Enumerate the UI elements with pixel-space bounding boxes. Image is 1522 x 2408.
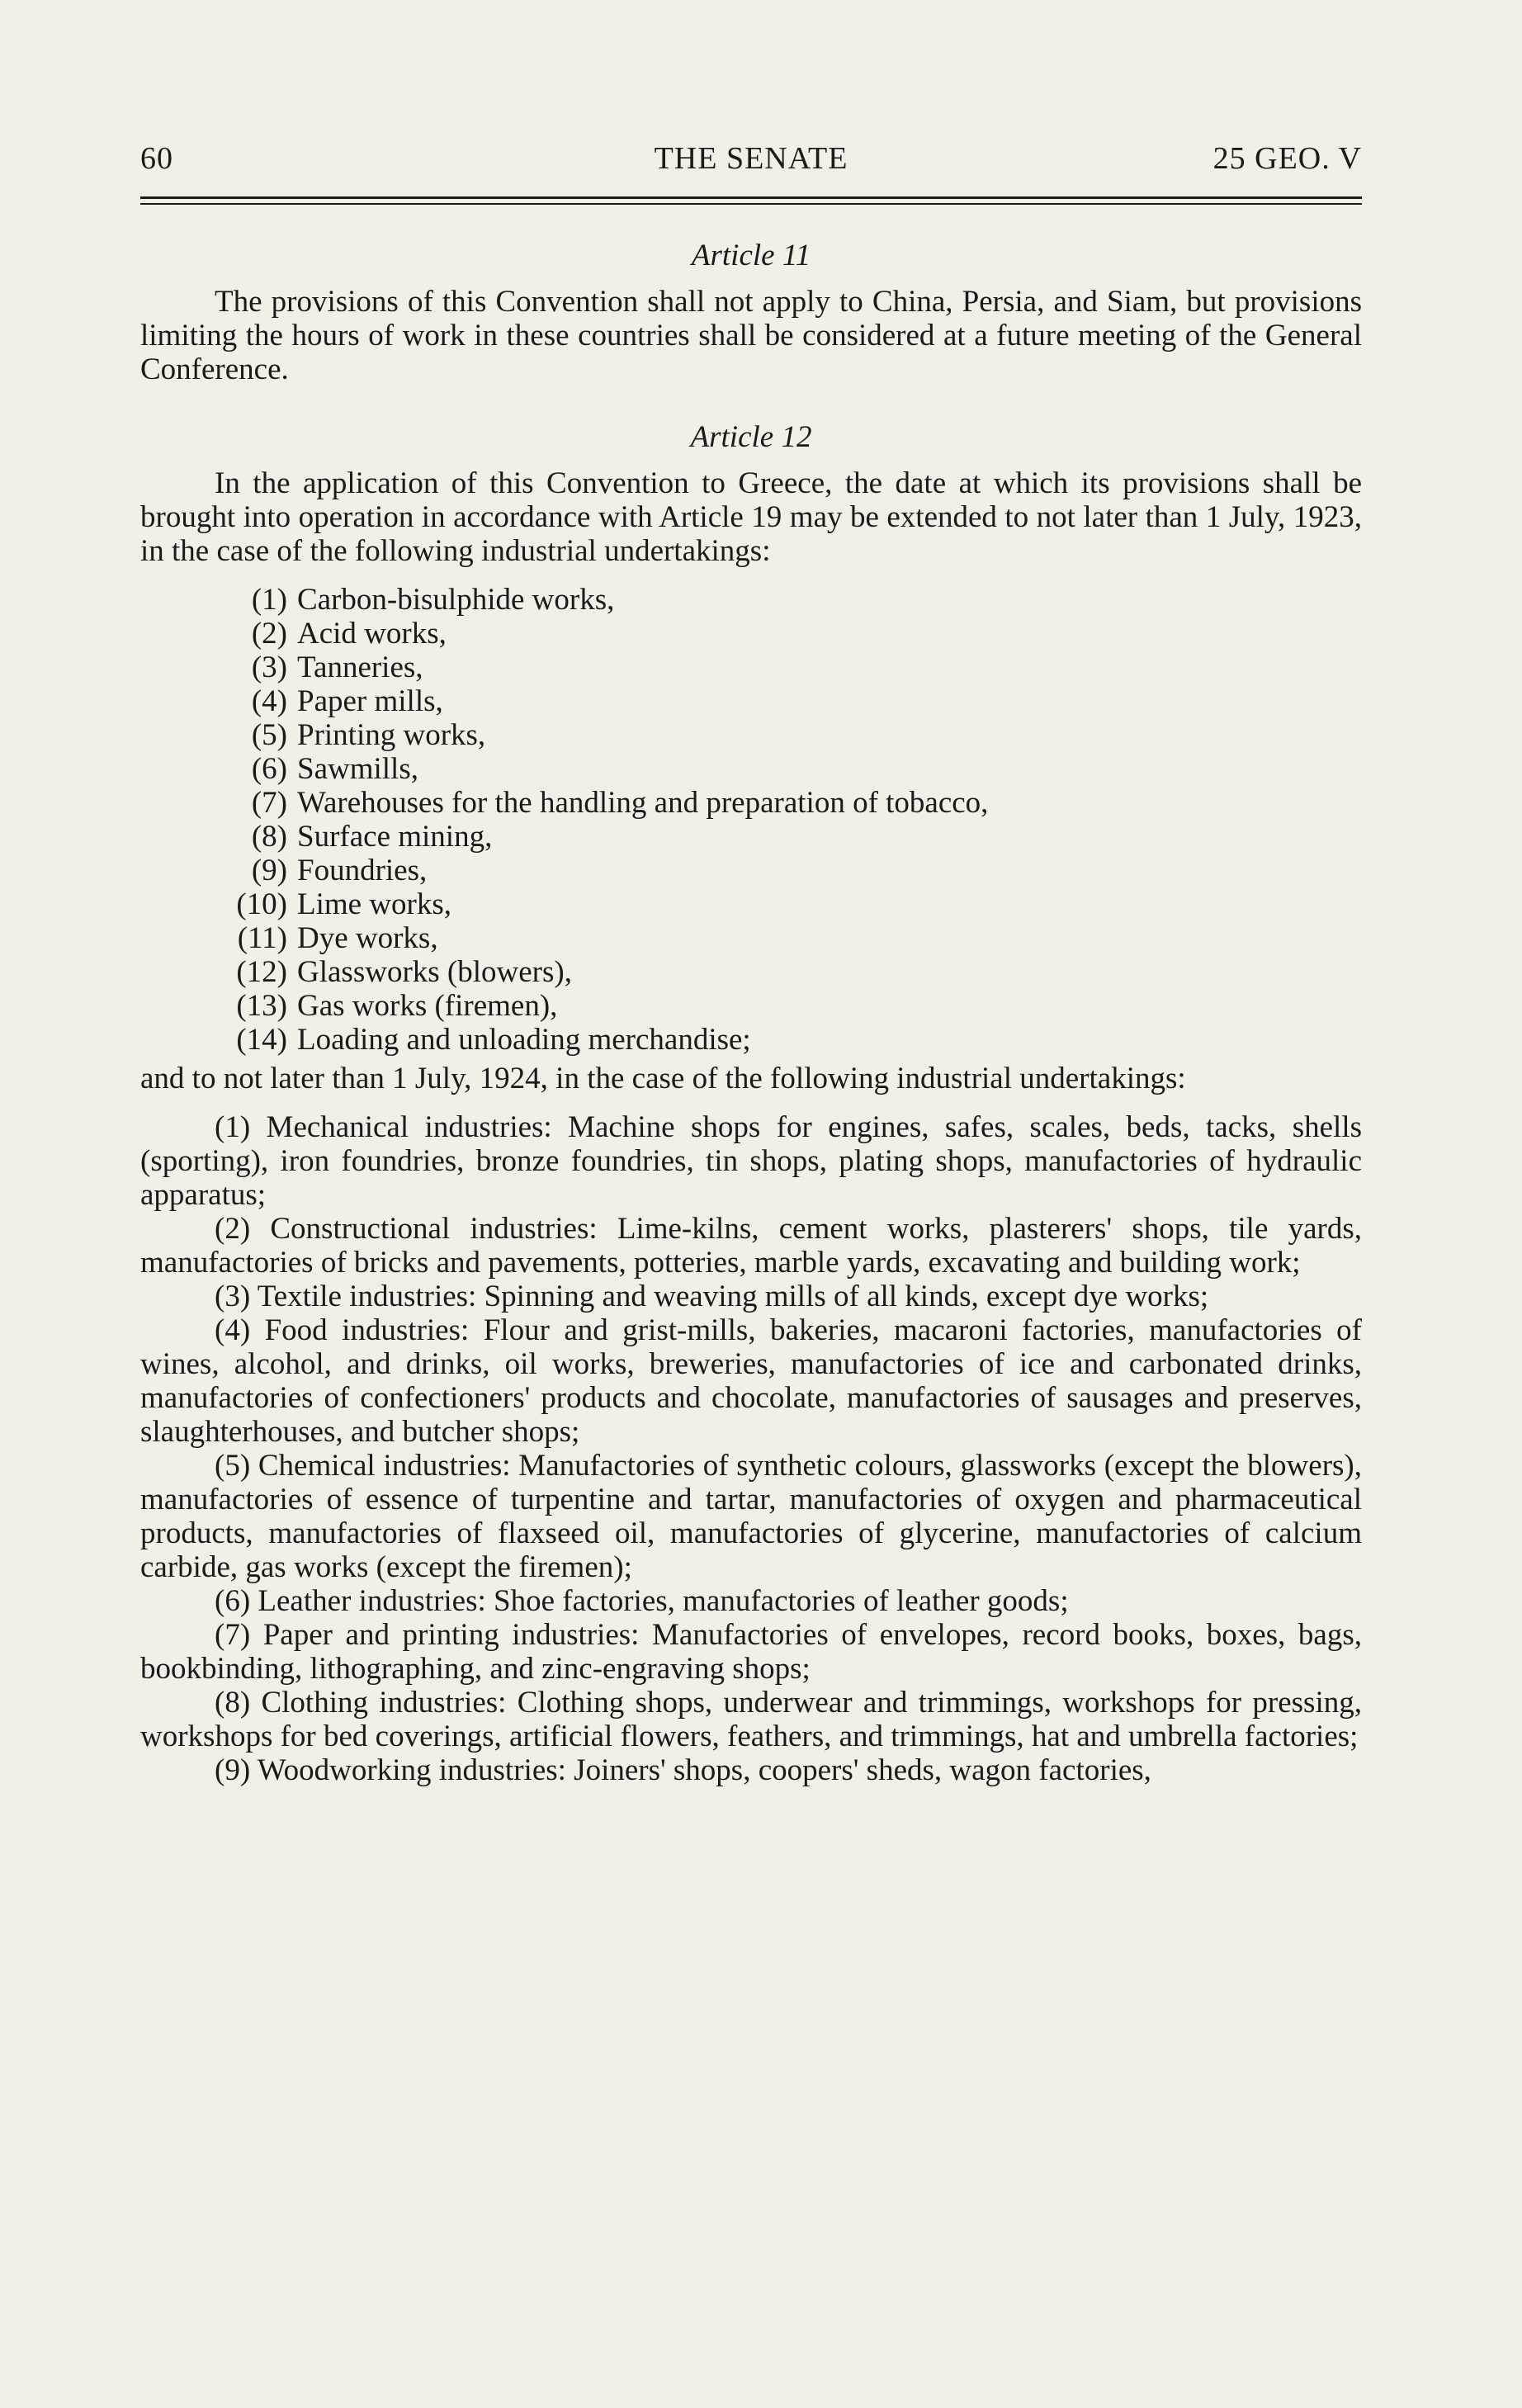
list-item-text: Foundries, xyxy=(297,854,428,887)
list-item-number: (7) xyxy=(251,786,287,820)
industry-paragraph: (1) Mechanical industries: Machine shops for engines, safes, scales, beds, tacks, shells (sporting), iron foundries, bronze foundries, tin shops, plating shops, manufactories of hydraulic apparatus; xyxy=(140,1110,1362,1212)
list-item-text: Loading and unloading merchandise; xyxy=(297,1023,751,1057)
list-item xyxy=(140,583,1362,617)
list-item-number: (6) xyxy=(251,752,287,786)
list-item-text: Gas works (firemen), xyxy=(297,989,558,1023)
header-title: THE SENATE xyxy=(654,141,848,176)
list-item-text: Carbon-bisulphide works, xyxy=(297,583,615,617)
list-item xyxy=(140,718,1362,752)
list-item xyxy=(140,786,1362,820)
list-item-number: (13) xyxy=(236,989,287,1023)
list-item-number: (8) xyxy=(251,820,287,854)
list-item-number: (11) xyxy=(237,921,287,955)
list-item-text: Printing works, xyxy=(297,718,486,752)
list-item xyxy=(140,921,1362,955)
list-item-number: (12) xyxy=(236,955,287,989)
article-12-second-intro: and to not later than 1 July, 1924, in the case of the following industrial undertakings: xyxy=(140,1062,1186,1095)
list-item-text: Glassworks (blowers), xyxy=(297,955,572,989)
list-item-text: Lime works, xyxy=(297,887,452,921)
list-item-text: Tanneries, xyxy=(297,650,423,684)
list-item-text: Acid works, xyxy=(297,617,447,650)
list-item xyxy=(140,617,1362,650)
list-item-number: (14) xyxy=(236,1023,287,1057)
list-item-number: (3) xyxy=(251,650,287,684)
document-page xyxy=(140,140,1362,1787)
list-item-text: Warehouses for the handling and preparation of tobacco, xyxy=(297,786,989,820)
article-11-text: The provisions of this Convention shall not apply to China, Persia, and Siam, but provisions limiting the hours of work in these countries shall be considered at a future meeting of the General Conference. xyxy=(140,285,1362,386)
list-item xyxy=(140,854,1362,887)
list-item xyxy=(140,955,1362,989)
industry-paragraph: (6) Leather industries: Shoe factories, manufactories of leather goods; xyxy=(215,1584,1069,1618)
list-item xyxy=(140,752,1362,786)
list-item-text: Sawmills, xyxy=(297,752,418,786)
industry-paragraph: (5) Chemical industries: Manufactories of synthetic colours, glassworks (except the blowers), manufactories of essence of turpentine and tartar, manufactories of oxygen and pharmaceutical products, manufactories of flaxseed oil, manufactories of glycerine, manufactories of calcium carbide, gas works (except the firemen); xyxy=(140,1449,1362,1584)
industries-list-1924 xyxy=(140,1110,1362,1787)
article-12-intro: In the application of this Convention to Greece, the date at which its provisions shall be brought into operation in accordance with Article 19 may be extended to not later than 1 July, 1923, in the case of the following industrial undertakings: xyxy=(140,466,1362,568)
list-item-text: Dye works, xyxy=(297,921,438,955)
list-item-number: (5) xyxy=(251,718,287,752)
list-item xyxy=(140,1023,1362,1057)
undertakings-list-1923 xyxy=(140,583,1362,1057)
list-item-number: (4) xyxy=(251,684,287,718)
list-item xyxy=(140,989,1362,1023)
industry-paragraph: (7) Paper and printing industries: Manufactories of envelopes, record books, boxes, bags, bookbinding, lithographing, and zinc-engraving shops; xyxy=(140,1618,1362,1686)
article-11-heading: Article 11 xyxy=(691,239,811,272)
list-item xyxy=(140,650,1362,684)
list-item-text: Paper mills, xyxy=(297,684,443,718)
industry-paragraph: (4) Food industries: Flour and grist-mills, bakeries, macaroni factories, manufactories of wines, alcohol, and drinks, oil works, breweries, manufactories of ice and carbonated drinks, manufactories of confectioners' products and chocolate, manufactories of sausages and preserves, slaughterhouses, and butcher shops; xyxy=(140,1313,1362,1449)
list-item-text: Surface mining, xyxy=(297,820,493,854)
industry-paragraph: (8) Clothing industries: Clothing shops, underwear and trimmings, workshops for pressing, workshops for bed coverings, artificial flowers, feathers, and trimmings, hat and umbrella factories; xyxy=(140,1686,1362,1753)
article-12-heading: Article 12 xyxy=(690,420,812,454)
list-item-number: (9) xyxy=(251,854,287,887)
list-item-number: (10) xyxy=(236,887,287,921)
list-item xyxy=(140,887,1362,921)
page-number: 60 xyxy=(140,141,173,176)
running-header xyxy=(140,140,1362,182)
header-reference: 25 GEO. V xyxy=(1212,141,1362,176)
industry-paragraph: (2) Constructional industries: Lime-kilns, cement works, plasterers' shops, tile yards, manufactories of bricks and pavements, potteries, marble yards, excavating and building work; xyxy=(140,1212,1362,1280)
industry-paragraph: (3) Textile industries: Spinning and weaving mills of all kinds, except dye works; xyxy=(215,1280,1209,1313)
header-rule xyxy=(140,196,1362,205)
list-item-number: (2) xyxy=(251,617,287,650)
list-item-number: (1) xyxy=(251,583,287,617)
list-item xyxy=(140,820,1362,854)
list-item xyxy=(140,684,1362,718)
industry-paragraph: (9) Woodworking industries: Joiners' shops, coopers' sheds, wagon factories, xyxy=(215,1753,1151,1787)
